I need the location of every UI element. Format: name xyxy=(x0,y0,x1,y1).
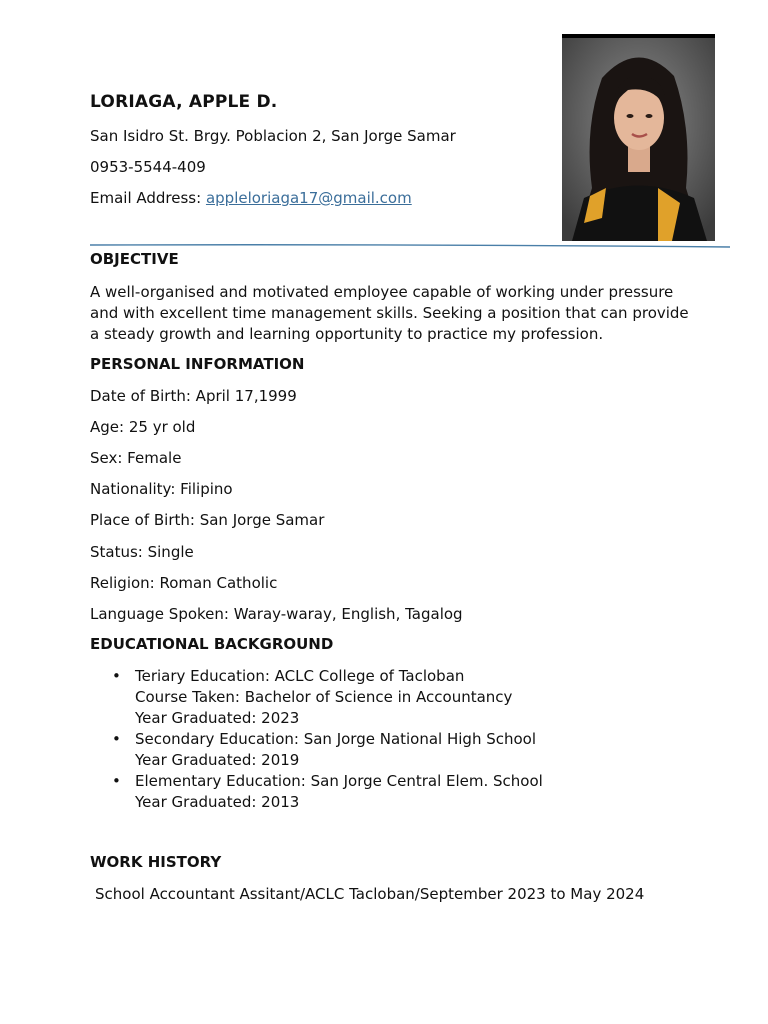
email-line xyxy=(90,188,412,209)
section-divider xyxy=(90,244,730,248)
profile-photo xyxy=(562,34,715,241)
secondary-education: Secondary Education: San Jorge National High School xyxy=(135,730,537,748)
age: Age: 25 yr old xyxy=(90,418,196,436)
email-link[interactable]: appleloriaga17@gmail.com xyxy=(205,189,412,207)
elementary-education: Elementary Education: San Jorge Central Elem. School xyxy=(135,772,543,790)
civil-status: Status: Single xyxy=(90,543,194,561)
objective-heading: OBJECTIVE xyxy=(90,250,179,268)
religion: Religion: Roman Catholic xyxy=(90,574,278,592)
email-label: Email Address: xyxy=(90,189,206,207)
elementary-year-graduated: Year Graduated: 2013 xyxy=(135,793,300,811)
bullet-icon: • xyxy=(112,772,121,790)
place-of-birth: Place of Birth: San Jorge Samar xyxy=(90,511,325,529)
sex: Sex: Female xyxy=(90,449,182,467)
tertiary-year-graduated: Year Graduated: 2023 xyxy=(135,709,300,727)
education-heading: EDUCATIONAL BACKGROUND xyxy=(90,635,334,653)
bullet-icon: • xyxy=(112,667,121,685)
tertiary-education: Teriary Education: ACLC College of Tacloban xyxy=(135,667,465,685)
nationality: Nationality: Filipino xyxy=(90,480,233,498)
date-of-birth: Date of Birth: April 17,1999 xyxy=(90,387,297,405)
bullet-icon: • xyxy=(112,730,121,748)
work-history-heading: WORK HISTORY xyxy=(90,853,222,871)
applicant-name: LORIAGA, APPLE D. xyxy=(90,92,278,112)
personal-info-heading: PERSONAL INFORMATION xyxy=(90,355,305,373)
address: San Isidro St. Brgy. Poblacion 2, San Jorge Samar xyxy=(90,127,456,145)
course-taken: Course Taken: Bachelor of Science in Accountancy xyxy=(135,688,513,706)
graduate-portrait-image xyxy=(562,38,715,241)
work-history-entry: School Accountant Assitant/ACLC Tacloban/September 2023 to May 2024 xyxy=(95,885,645,903)
languages-spoken: Language Spoken: Waray-waray, English, Tagalog xyxy=(90,605,463,623)
secondary-year-graduated: Year Graduated: 2019 xyxy=(135,751,300,769)
phone-number: 0953-5544-409 xyxy=(90,158,206,176)
objective-text: A well-organised and motivated employee capable of working under pressure and with excellent time management skills. Seeking a position that can provide a steady growth and learning opportunity to practice my profession. xyxy=(90,283,689,343)
